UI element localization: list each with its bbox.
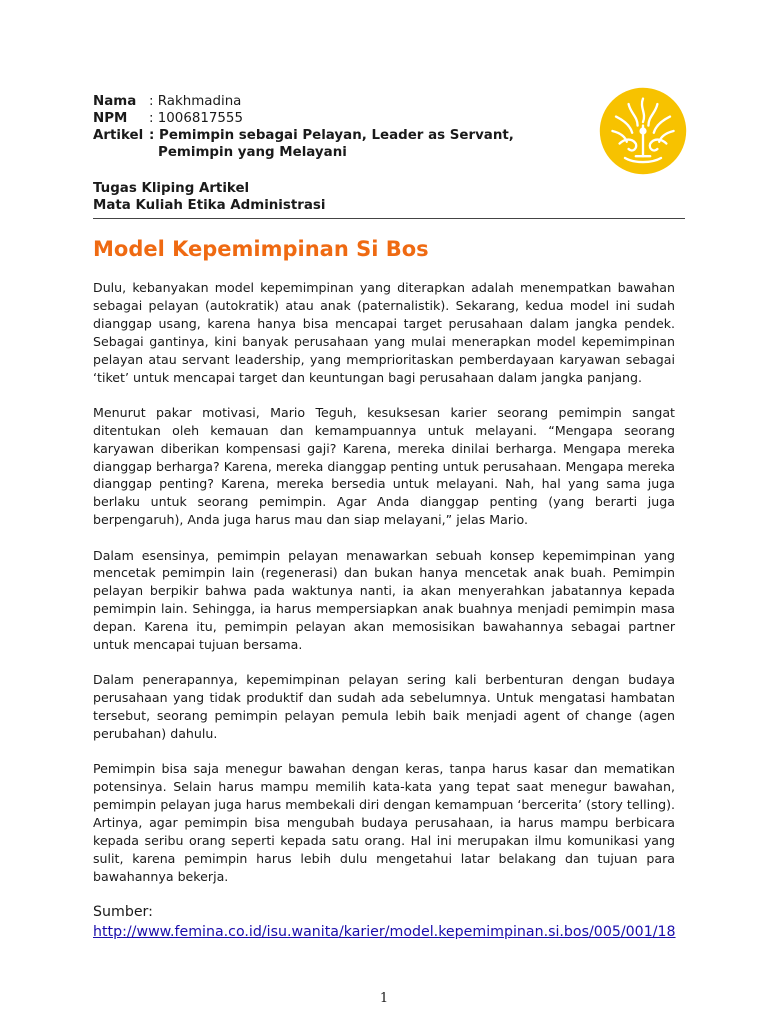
article-label: Artikel <box>93 128 144 143</box>
source-section <box>93 902 683 942</box>
name-row <box>93 93 514 110</box>
page-number: 1 <box>379 991 389 1006</box>
name-label: Nama <box>93 94 137 109</box>
task-line-2: Mata Kuliah Etika Administrasi <box>93 198 326 213</box>
article-value-continued: Pemimpin yang Melayani <box>158 145 347 160</box>
source-label: Sumber: <box>93 904 153 920</box>
article-title: Model Kepemimpinan Si Bos <box>93 237 429 261</box>
task-line-1: Tugas Kliping Artikel <box>93 181 250 196</box>
article-body <box>93 279 675 903</box>
university-emblem-icon <box>598 86 688 176</box>
paragraph-3: Dalam esensinya, pemimpin pelayan menawarkan sebuah konsep kepemimpinan yang mencetak pemimpin lain (regenerasi) dan bukan hanya mencetak anak buah. Pemimpin pelayan berpikir bahwa pada waktunya nanti, ia akan menyerahkan jabatannya kepada pemimpin lain. Sehingga, ia harus mempersiapkan anak buahnya menjadi pemimpin masa depan. Karena itu, pemimpin pelayan akan memosisikan bawahannya sebagai partner untuk mencapai tujuan bersama. <box>93 547 675 653</box>
paragraph-1: Dulu, kebanyakan model kepemimpinan yang diterapkan adalah menempatkan bawahan sebagai pelayan (autokratik) atau anak (paternalistik). Sekarang, kedua model ini sudah dianggap usang, karena hanya bisa mencapai target perusahaan dalam jangka pendek. Sebagai gantinya, kini banyak perusahaan yang mulai menerapkan model kepemimpinan pelayan atau servant leadership, yang memprioritaskan pemberdayaan karyawan sebagai ‘tiket’ untuk mencapai target dan keuntungan bagi perusahaan dalam jangka panjang. <box>93 280 675 385</box>
source-link[interactable]: http://www.femina.co.id/isu.wanita/karier/model.kepemimpinan.si.bos/005/001/18 <box>93 924 676 940</box>
article-row <box>93 127 514 144</box>
article-value: : Pemimpin sebagai Pelayan, Leader as Servant, <box>149 128 514 143</box>
name-value: : Rakhmadina <box>149 94 242 109</box>
paragraph-2: Menurut pakar motivasi, Mario Teguh, kesuksesan karier seorang pemimpin sangat ditentukan oleh kemauan dan kemampuannya untuk melayani. “Mengapa seorang karyawan diberikan kompensasi gaji? Karena, mereka dinilai berharga. Mengapa mereka dianggap berharga? Karena, mereka dianggap penting untuk perusahaan. Mengapa mereka dianggap penting? Karena, mereka bersedia untuk melayani. Nah, hal yang sama juga berlaku untuk seorang pemimpin. Agar Anda dianggap penting (yang berarti juga berpengaruh), Anda juga harus mau dan siap melayani,” jelas Mario. <box>93 404 675 528</box>
npm-label: NPM <box>93 111 128 126</box>
document-header <box>93 93 514 214</box>
paragraph-4: Dalam penerapannya, kepemimpinan pelayan sering kali berbenturan dengan budaya perusahaan yang tidak produktif dan sudah ada sebelumnya. Untuk mengatasi hambatan tersebut, seorang pemimpin pelayan pemula lebih baik menjadi agent of change (agen perubahan) dahulu. <box>93 672 675 742</box>
task-title <box>93 180 514 214</box>
npm-value: : 1006817555 <box>149 111 243 126</box>
paragraph-5: Pemimpin bisa saja menegur bawahan dengan keras, tanpa harus kasar dan mematikan potensinya. Selain harus mampu memilih kata-kata yang tepat saat menegur bawahan, pemimpin pelayan juga harus membekali diri dengan kemampuan ‘bercerita’ (story telling). Artinya, agar pemimpin bisa mengubah budaya perusahaan, ia harus mampu berbicara kepada seribu orang seperti kepada satu orang. Hal ini merupakan ilmu komunikasi yang sulit, karena pemimpin harus lebih dulu mengetahui latar belakang dan tujuan para bawahannya bekerja. <box>93 761 675 884</box>
npm-row <box>93 110 514 127</box>
header-divider <box>93 218 685 219</box>
